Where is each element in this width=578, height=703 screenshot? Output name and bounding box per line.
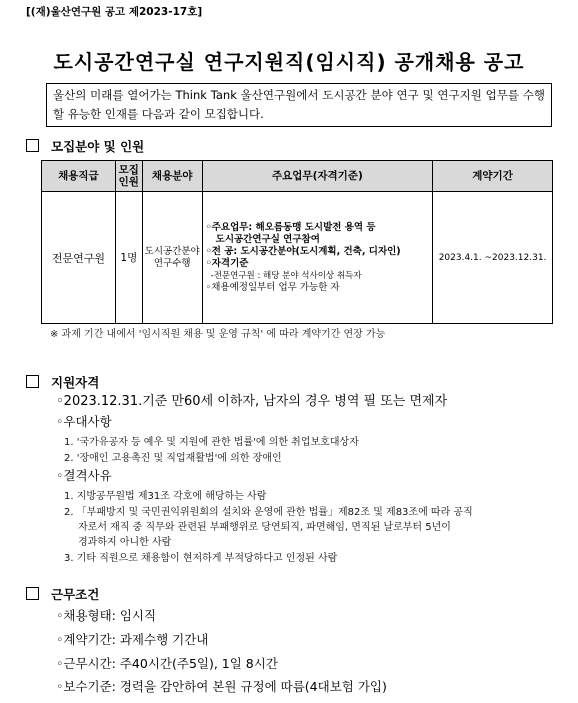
cell-field: 도시공간분야 연구수행 <box>142 192 202 324</box>
header-count: 모집 인원 <box>115 161 142 192</box>
table-row <box>42 192 553 324</box>
cell-count: 1명 <box>115 192 142 324</box>
duty-line: 도시공간연구실 연구참여 <box>215 233 320 245</box>
page-title: 도시공간연구실 연구지원직(임시직) 공개채용 공고 <box>53 50 525 74</box>
duty-line: ◦채용예정일부터 업무 가능한 자 <box>205 281 340 293</box>
list-item: 1. 지방공무원법 제31조 각호에 해당하는 사람 <box>64 491 267 502</box>
section-conditions <box>26 585 99 603</box>
list-item: 2. '장애인 고용촉진 및 직업재활법'에 의한 장애인 <box>64 453 282 464</box>
intro-box: 울산의 미래를 열어가는 Think Tank 울산연구원에서 도시공간 분야 연구 및 연구지원 업무를 수행할 유능한 인재를 다음과 같이 모집합니다. <box>46 83 552 127</box>
list-item: 3. 기타 직원으로 채용함이 현저하게 부적당하다고 인정된 사람 <box>64 553 338 564</box>
square-bullet-icon <box>26 375 39 388</box>
table-note: ※ 과제 기간 내에서 '임시직원 채용 및 운영 규칙' 에 따라 계약기간 연장 가능 <box>50 329 386 340</box>
section-qualification-label: 지원자격 <box>51 375 100 390</box>
list-item: 1. '국가유공자 등 예우 및 지원에 관한 법률'에 의한 취업보호대상자 <box>64 437 359 448</box>
square-bullet-icon <box>26 587 39 600</box>
section-qualification <box>26 373 99 391</box>
condition-item: ◦계약기간: 과제수행 기간내 <box>56 632 209 647</box>
duty-line: ◦전 공: 도시공간분야(도시계획, 건축, 디자인) <box>205 245 401 257</box>
square-bullet-icon <box>26 139 39 152</box>
cell-grade: 전문연구원 <box>42 192 116 324</box>
duty-line: -전문연구원 : 해당 분야 석사이상 취득자 <box>210 270 362 281</box>
header-period: 계약기간 <box>433 161 553 192</box>
list-item: 경과하지 아니한 사람 <box>78 537 172 548</box>
table-header-row <box>42 161 553 192</box>
cell-duties <box>202 192 432 324</box>
cell-period: 2023.4.1. ~2023.12.31. <box>433 192 553 324</box>
header-field: 채용분야 <box>142 161 202 192</box>
qualification-main: ◦2023.12.31.기준 만60세 이하자, 남자의 경우 병역 필 또는 면제자 <box>56 394 448 409</box>
header-grade: 채용직급 <box>42 161 116 192</box>
condition-item: ◦근무시간: 주40시간(주5일), 1일 8시간 <box>56 656 278 671</box>
condition-item: ◦보수기준: 경력을 감안하여 본원 규정에 따름(4대보험 가입) <box>56 679 387 694</box>
recruit-table <box>41 160 553 324</box>
duty-line: ◦자격기준 <box>205 257 249 269</box>
disqualify-title: ◦결격사유 <box>56 468 112 483</box>
condition-item: ◦채용형태: 임시직 <box>56 608 157 623</box>
preferred-title: ◦우대사항 <box>56 414 112 429</box>
list-item: 자로서 재직 중 직무와 관련된 부패행위로 당연퇴직, 파면해임, 면직된 날로부터 5년이 <box>78 522 451 533</box>
list-item: 2. 「부패방지 및 국민권익위원회의 설치와 운영에 관한 법률」제82조 및 제83조에 따라 공직 <box>64 507 473 518</box>
header-duties: 주요업무(자격기준) <box>202 161 432 192</box>
notice-number: [(재)울산연구원 공고 제2023-17호] <box>26 6 203 18</box>
section-conditions-label: 근무조건 <box>51 587 100 602</box>
section-recruit-label: 모집분야 및 인원 <box>51 139 145 154</box>
duty-line: ◦주요업무: 해오름동맹 도시발전 용역 등 <box>205 221 376 233</box>
section-recruit <box>26 137 144 155</box>
